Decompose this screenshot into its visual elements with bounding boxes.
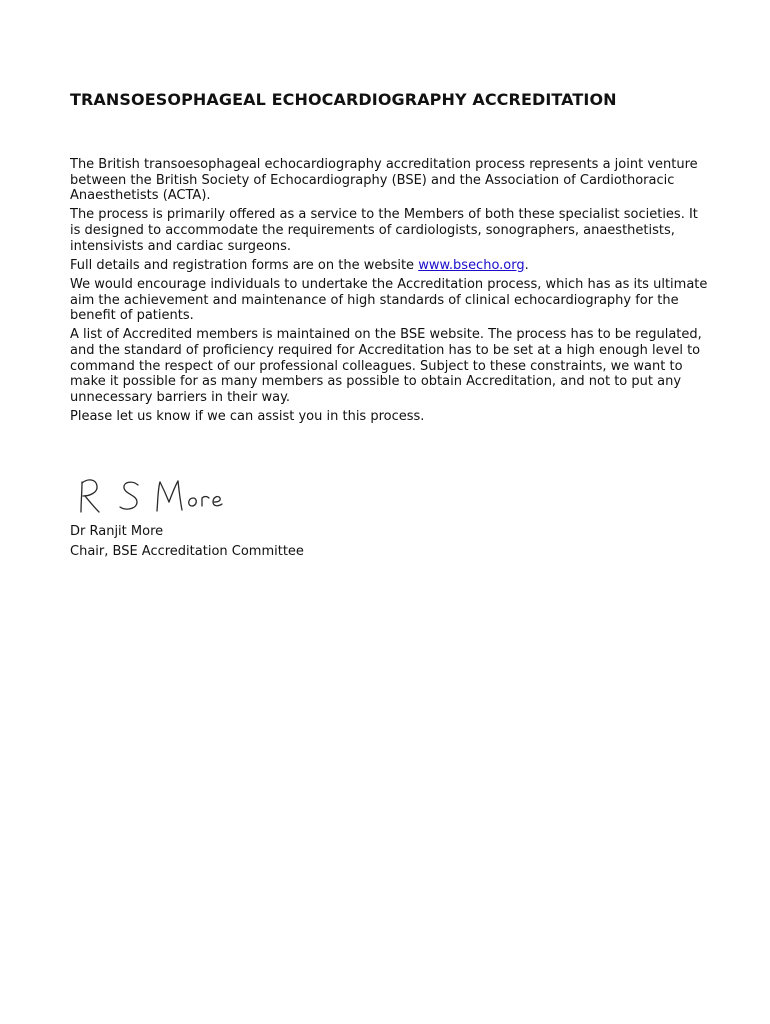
paragraph-intro: The British transoesophageal echocardiography accreditation process represents a joint venture between the British Society of Echocardiography (BSE) and the Association of Cardiothoracic Anaesthetists (ACTA). bbox=[70, 157, 698, 204]
website-text-before: Full details and registration forms are on the website bbox=[70, 257, 419, 273]
signatory-role: Chair, BSE Accreditation Committee bbox=[70, 544, 304, 559]
paragraph-service: The process is primarily offered as a service to the Members of both these specialist societies. It is designed to accommodate the requirements of cardiologists, sonographers, anaesthetists, intensivists and cardiac surgeons. bbox=[70, 207, 698, 254]
document-body bbox=[70, 157, 710, 428]
website-link[interactable]: www.bsecho.org bbox=[418, 257, 525, 273]
handwritten-signature bbox=[74, 474, 246, 518]
document-title: TRANSOESOPHAGEAL ECHOCARDIOGRAPHY ACCREDITATION bbox=[70, 90, 617, 109]
paragraph-encourage: We would encourage individuals to undertake the Accreditation process, which has as its ultimate aim the achievement and maintenance of high standards of clinical echocardiography for the benefit of patients. bbox=[70, 276, 708, 324]
signatory-name: Dr Ranjit More bbox=[70, 524, 164, 539]
paragraph-constraints: A list of Accredited members is maintained on the BSE website. The process has to be regulated, and the standard of proficiency required for Accreditation has to be set at a high enough level to command the respect of our professional colleagues. Subject to these constraints, we want to make it possible for as many members as possible to obtain Accreditation, and not to put any unnecessary barriers in their way. bbox=[70, 327, 702, 405]
website-text-after: . bbox=[524, 257, 529, 273]
paragraph-assist: Please let us know if we can assist you in this process. bbox=[70, 408, 425, 424]
paragraph-website bbox=[70, 258, 710, 274]
